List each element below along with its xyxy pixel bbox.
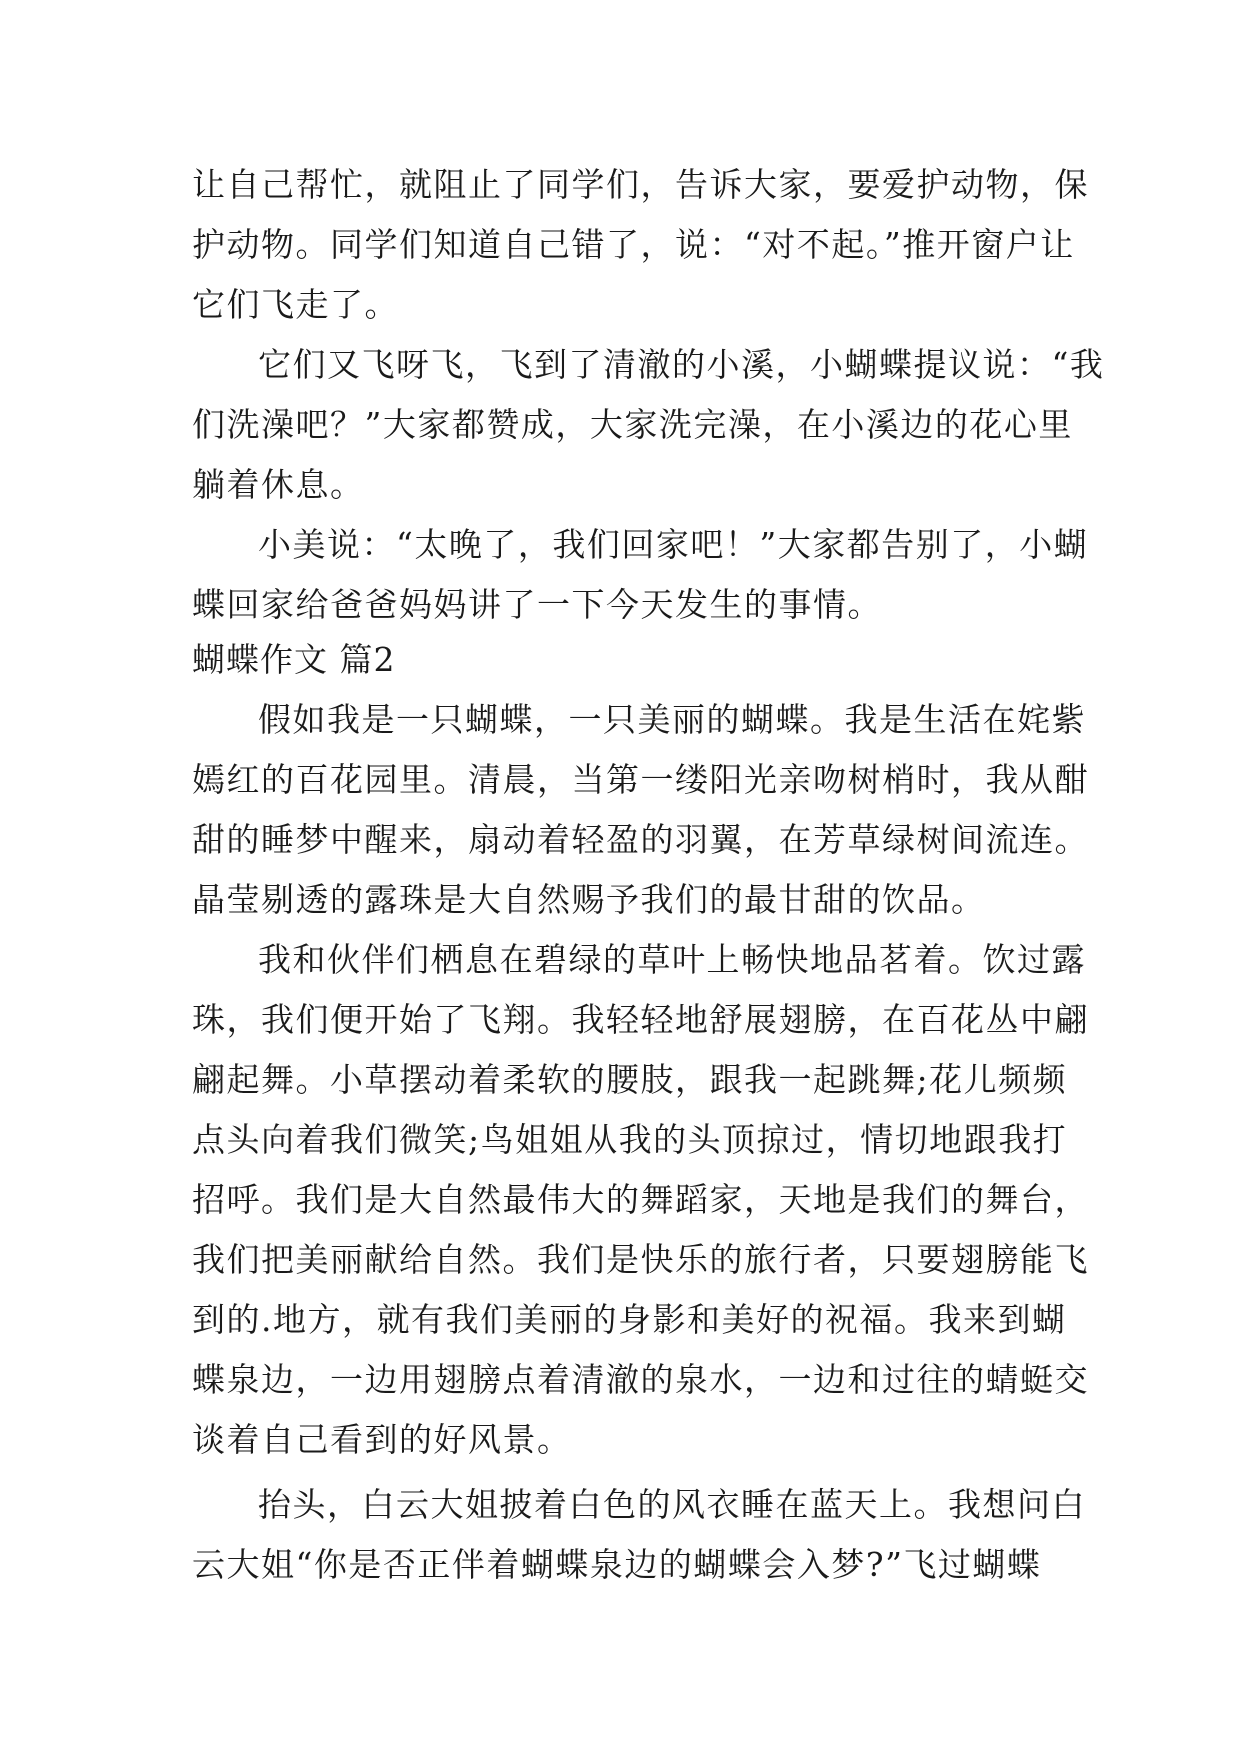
text-line: 招呼。我们是大自然最伟大的舞蹈家，天地是我们的舞台，	[192, 1180, 1089, 1219]
text-line: 点头向着我们微笑;鸟姐姐从我的头顶掠过，情切地跟我打	[192, 1120, 1068, 1159]
section-heading: 蝴蝶作文 篇2	[192, 640, 396, 679]
text-line: 翩起舞。小草摆动着柔软的腰肢，跟我一起跳舞;花儿频频	[192, 1060, 1068, 1099]
paragraph-first-line: 小美说：“太晚了，我们回家吧！”大家都告别了，小蝴	[258, 525, 1089, 564]
text-line: 蝶回家给爸爸妈妈讲了一下今天发生的事情。	[192, 585, 882, 624]
text-line: 它们飞走了。	[192, 285, 399, 324]
text-line: 让自己帮忙，就阻止了同学们，告诉大家，要爱护动物，保	[192, 165, 1089, 204]
text-line: 晶莹剔透的露珠是大自然赐予我们的最甘甜的饮品。	[192, 880, 986, 919]
text-line: 们洗澡吧？”大家都赞成，大家洗完澡，在小溪边的花心里	[192, 405, 1073, 444]
paragraph-first-line: 抬头，白云大姐披着白色的风衣睡在蓝天上。我想问白	[258, 1485, 1086, 1524]
text-line: 甜的睡梦中醒来，扇动着轻盈的羽翼，在芳草绿树间流连。	[192, 820, 1089, 859]
text-line: 我们把美丽献给自然。我们是快乐的旅行者，只要翅膀能飞	[192, 1240, 1089, 1279]
text-line: 珠，我们便开始了飞翔。我轻轻地舒展翅膀，在百花丛中翩	[192, 1000, 1089, 1039]
text-line: 谈着自己看到的好风景。	[192, 1420, 572, 1459]
paragraph-first-line: 它们又飞呀飞，飞到了清澈的小溪，小蝴蝶提议说：“我	[258, 345, 1105, 384]
text-line: 嫣红的百花园里。清晨，当第一缕阳光亲吻树梢时，我从酣	[192, 760, 1089, 799]
text-line: 到的.地方，就有我们美丽的身影和美好的祝福。我来到蝴	[192, 1300, 1067, 1339]
text-line: 蝶泉边，一边用翅膀点着清澈的泉水，一边和过往的蜻蜓交	[192, 1360, 1089, 1399]
text-line: 护动物。同学们知道自己错了，说：“对不起。”推开窗户让	[192, 225, 1075, 264]
paragraph-first-line: 我和伙伴们栖息在碧绿的草叶上畅快地品茗着。饮过露	[258, 940, 1086, 979]
text-line: 云大姐“你是否正伴着蝴蝶泉边的蝴蝶会入梦?”飞过蝴蝶	[192, 1545, 1042, 1584]
text-line: 躺着休息。	[192, 465, 365, 504]
paragraph-first-line: 假如我是一只蝴蝶，一只美丽的蝴蝶。我是生活在姹紫	[258, 700, 1086, 739]
